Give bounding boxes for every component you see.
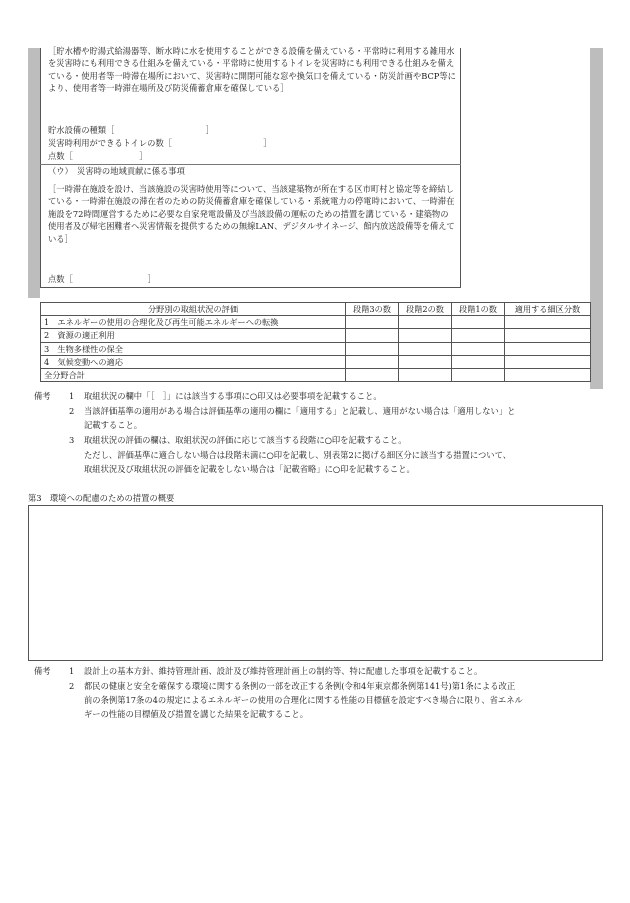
evaluation-table — [40, 302, 591, 382]
remark-text: 設計上の基本方針、維持管理計画、設計及び維持管理計画上の制約等、特に配慮した事項を記載すること。 — [84, 666, 483, 676]
remark-text: ギーの性能の目標値及び措置を講じた結果を記載すること。 — [84, 709, 309, 719]
table-row — [41, 355, 591, 368]
right-margin-bar — [590, 48, 603, 389]
remark-text: 記載すること。 — [84, 420, 143, 430]
table-cell[interactable] — [505, 342, 591, 355]
section3-title: 第3 環境への配慮のための措置の概要 — [28, 493, 175, 503]
remark-text: 取組状況及び取組状況の評価を記載をしない場合は「記載省略」に○印を記載すること。 — [84, 464, 415, 474]
water-storage-type-field[interactable]: 貯水設備の種類［ ］ — [48, 125, 214, 135]
left-margin-bar — [28, 48, 40, 298]
table-cell[interactable] — [346, 329, 399, 342]
table-cell[interactable] — [452, 329, 505, 342]
table-cell[interactable] — [505, 329, 591, 342]
table-cell[interactable] — [346, 316, 399, 329]
remark-text: 取組状況の欄中「［ ］」には該当する事項に○印又は必要事項を記載すること。 — [84, 391, 382, 401]
remark-number: 3 — [69, 435, 75, 445]
row-label: 3 生物多様性の保全 — [41, 342, 346, 355]
table-cell[interactable] — [399, 316, 452, 329]
table-row — [41, 316, 591, 329]
remarks-label: 備考 — [34, 391, 51, 401]
table-cell[interactable] — [346, 368, 399, 381]
table-cell[interactable] — [452, 316, 505, 329]
table-cell[interactable] — [399, 355, 452, 368]
header-stage3: 段階3の数 — [346, 303, 399, 316]
table-cell[interactable] — [346, 342, 399, 355]
table-cell[interactable] — [505, 316, 591, 329]
row-label: 4 気候変動への適応 — [41, 355, 346, 368]
remarks-label: 備考 — [34, 666, 51, 676]
remark-number: 1 — [69, 391, 75, 401]
row-label: 全分野合計 — [41, 368, 346, 381]
table-row — [41, 342, 591, 355]
disaster-conditions-text: ［貯水槽や貯湯式給湯器等、断水時に水を使用することができる設備を備えている・平常時に利用する雑用水を災害時にも利用できる仕組みを備えている・平常時に使用するトイレを災害時にも利用できる仕組みを備えている・使用者等一時滞在場所において、災害時に開閉可能な窓や換気口を備えている・防災計画やBCP等により、使用者等一時滞在場所及び防災備蓄倉庫を確保している］ — [48, 46, 456, 94]
remark-text: 当該評価基準の適用がある場合は評価基準の適用の欄に「適用する」と記載し、適用がない場合は「適用しない」と — [84, 406, 516, 416]
table-cell[interactable] — [452, 368, 505, 381]
header-category: 分野別の取組状況の評価 — [41, 303, 346, 316]
table-cell[interactable] — [452, 355, 505, 368]
table-header-row — [41, 303, 591, 316]
table-row — [41, 329, 591, 342]
table-cell[interactable] — [505, 355, 591, 368]
header-subcategory-count: 適用する細区分数 — [505, 303, 591, 316]
header-stage1: 段階1の数 — [452, 303, 505, 316]
score-field-1[interactable]: 点数［ ］ — [48, 151, 148, 161]
measures-summary-box[interactable] — [28, 505, 603, 661]
table-row-total — [41, 368, 591, 381]
table-cell[interactable] — [452, 342, 505, 355]
toilet-count-field[interactable]: 災害時利用ができるトイレの数［ ］ — [48, 138, 272, 148]
table-cell[interactable] — [346, 355, 399, 368]
table-cell[interactable] — [399, 329, 452, 342]
remark-text: 前の条例第17条の4の規定によるエネルギーの使用の合理化に関する性能の目標値を設定すべき場合に限り、省エネル — [84, 695, 523, 705]
table-cell[interactable] — [399, 342, 452, 355]
row-label: 1 エネルギーの使用の合理化及び再生可能エネルギーへの転換 — [41, 316, 346, 329]
header-stage2: 段階2の数 — [399, 303, 452, 316]
row-label: 2 資源の適正利用 — [41, 329, 346, 342]
score-field-2[interactable]: 点数［ ］ — [48, 274, 156, 284]
remark-number: 2 — [69, 406, 75, 416]
section-u-text: ［一時滞在施設を設け、当該施設の災害時使用等について、当該建築物が所在する区市町村と協定等を締結している・一時滞在施設の滞在者のための防災備蓄倉庫を確保している・系統電力の停電時において、一時滞在施設を72時間運営するために必要な自家発電設備及び当該設備の運転のための措置を講じている・建築物の使用者及び帰宅困難者へ災害情報を提供するための無線LAN、デジタルサイネージ、館内放送設備等を備えている］ — [48, 184, 455, 244]
table-cell[interactable] — [399, 368, 452, 381]
remark-text: 取組状況の評価の欄は、取組状況の評価に応じて該当する段階に○印を記載すること。 — [84, 435, 407, 445]
table-cell[interactable] — [505, 368, 591, 381]
remark-number: 1 — [69, 666, 75, 676]
remark-text: ただし、評価基準に適合しない場合は段階未満に○印を記載し、別表第2に掲げる細区分に該当する措置について、 — [84, 450, 512, 460]
remark-number: 2 — [69, 681, 75, 691]
remark-text: 都民の健康と安全を確保する環境に関する条例の一部を改正する条例(令和4年東京都条例第141号)第1条による改正 — [84, 681, 516, 691]
section-u-title: （ウ） 災害時の地域貢献に係る事項 — [48, 166, 185, 176]
